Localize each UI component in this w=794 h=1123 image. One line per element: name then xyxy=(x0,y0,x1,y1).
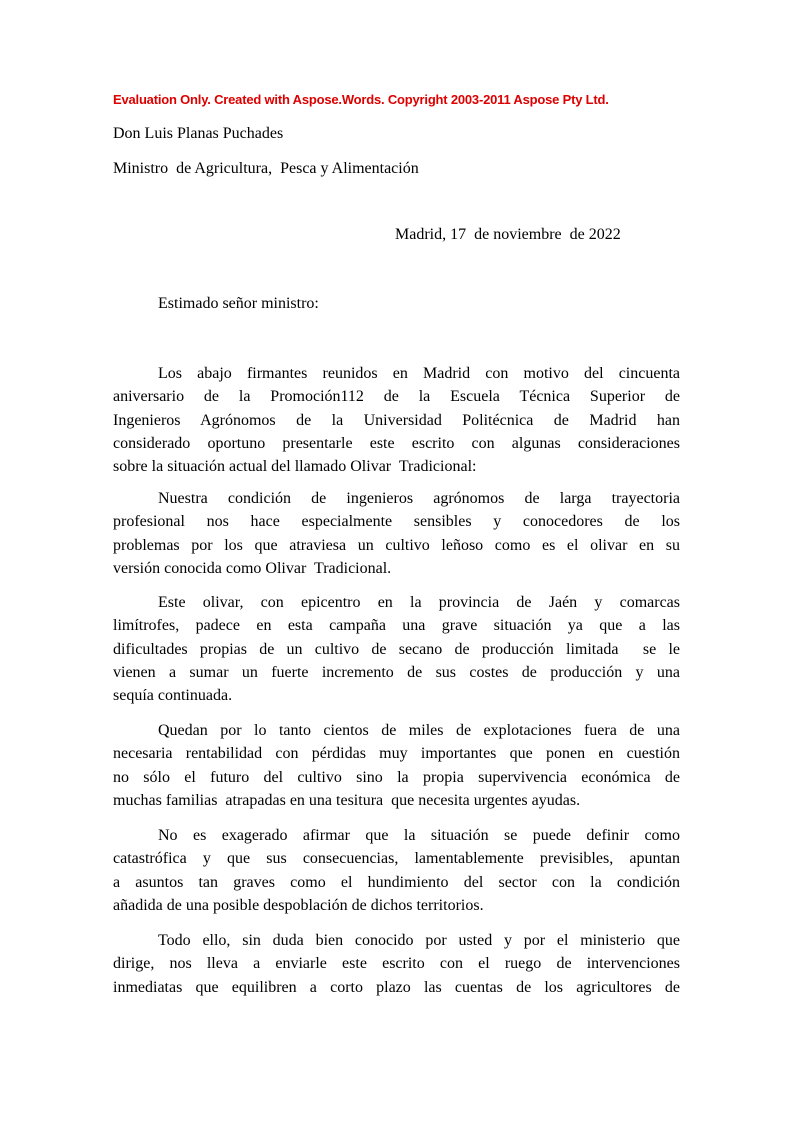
body-paragraph-3 xyxy=(113,591,680,707)
body-paragraph-5 xyxy=(113,824,680,917)
paragraph-line: versión conocida como Olivar Tradicional. xyxy=(113,559,392,577)
paragraph-line: Todo ello, sin duda bien conocido por usted y por el ministerio que xyxy=(158,932,680,949)
paragraph-line: Los abajo firmantes reunidos en Madrid con motivo del cincuenta xyxy=(158,365,680,382)
paragraph-line: no sólo el futuro del cultivo sino la propia supervivencia económica de xyxy=(113,768,680,786)
paragraph-line: dificultades propias de un cultivo de secano de producción limitada se le xyxy=(113,640,680,658)
paragraph-line: problemas por los que atraviesa un cultivo leñoso como es el olivar en su xyxy=(113,536,680,554)
dateline: Madrid, 17 de noviembre de 2022 xyxy=(395,226,621,243)
paragraph-line: catastrófica y que sus consecuencias, lamentablemente previsibles, apuntan xyxy=(113,850,680,868)
body-paragraph-6 xyxy=(113,929,680,999)
body-paragraph-2 xyxy=(113,487,680,580)
paragraph-line: aniversario de la Promoción112 de la Escuela Técnica Superior de xyxy=(113,388,680,406)
paragraph-line: a asuntos tan graves como el hundimiento del sector con la condición xyxy=(113,873,680,891)
paragraph-line: dirige, nos lleva a enviarle este escrito con el ruego de intervenciones xyxy=(113,955,680,973)
paragraph-line: limítrofes, padece en esta campaña una grave situación ya que a las xyxy=(113,617,680,635)
paragraph-line: necesaria rentabilidad con pérdidas muy importantes que ponen en cuestión xyxy=(113,745,680,763)
paragraph-line: Quedan por lo tanto cientos de miles de explotaciones fuera de una xyxy=(158,722,680,739)
salutation: Estimado señor ministro: xyxy=(158,295,319,312)
body-paragraph-1 xyxy=(113,362,680,478)
paragraph-line: sobre la situación actual del llamado Olivar Tradicional: xyxy=(113,458,477,476)
paragraph-line: No es exagerado afirmar que la situación se puede definir como xyxy=(158,827,680,844)
paragraph-line: Nuestra condición de ingenieros agrónomos de larga trayectoria xyxy=(158,490,680,507)
aspose-evaluation-watermark: Evaluation Only. Created with Aspose.Words. Copyright 2003-2011 Aspose Pty Ltd. xyxy=(113,92,609,107)
paragraph-line: sequía continuada. xyxy=(113,687,233,705)
recipient-title: Ministro de Agricultura, Pesca y Alimentación xyxy=(113,160,419,177)
paragraph-line: Ingenieros Agrónomos de la Universidad Politécnica de Madrid han xyxy=(113,411,680,429)
paragraph-line: profesional nos hace especialmente sensibles y conocedores de los xyxy=(113,513,680,531)
paragraph-line: Este olivar, con epicentro en la provincia de Jaén y comarcas xyxy=(158,594,680,611)
paragraph-line: inmediatas que equilibren a corto plazo las cuentas de los agricultores de xyxy=(113,978,680,996)
paragraph-line: añadida de una posible despoblación de dichos territorios. xyxy=(113,896,484,914)
paragraph-line: muchas familias atrapadas en una tesitura que necesita urgentes ayudas. xyxy=(113,791,581,809)
paragraph-line: considerado oportuno presentarle este escrito con algunas consideraciones xyxy=(113,434,680,452)
paragraph-line: vienen a sumar un fuerte incremento de sus costes de producción y una xyxy=(113,663,680,681)
recipient-name: Don Luis Planas Puchades xyxy=(113,125,284,142)
body-paragraph-4 xyxy=(113,719,680,812)
